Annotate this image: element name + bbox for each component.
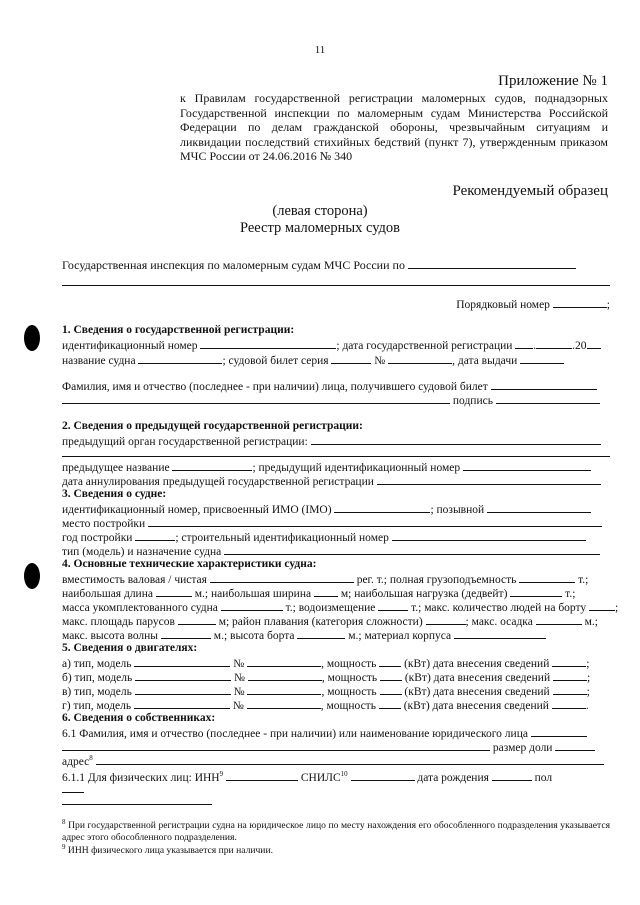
- ticket-series-field[interactable]: [331, 353, 371, 364]
- birth-field[interactable]: [492, 770, 532, 781]
- engine-no-label: №: [233, 658, 245, 670]
- share-field[interactable]: [555, 740, 595, 751]
- type-field[interactable]: [224, 544, 600, 555]
- punch-hole: [24, 563, 40, 589]
- engine-label: а) тип, модель: [62, 658, 132, 670]
- reg-year-field[interactable]: [587, 338, 601, 349]
- power-label: , мощность: [321, 672, 378, 684]
- prev-body-field[interactable]: [311, 434, 601, 445]
- nav-area-field[interactable]: [426, 614, 466, 625]
- s2-row-3: [62, 474, 612, 488]
- s3-row-1: [62, 502, 612, 516]
- footnote-9: $^9$ ИНН физического лица указывается при наличии.: [62, 843, 273, 857]
- deadweight-full-field[interactable]: [519, 572, 575, 583]
- capacity-field[interactable]: [210, 572, 354, 583]
- power-field[interactable]: [380, 670, 402, 681]
- s2-row-2: [62, 460, 612, 474]
- imo-field[interactable]: [334, 502, 430, 513]
- displacement-label: т.; водоизмещение: [285, 602, 376, 614]
- sail-area-field[interactable]: [178, 614, 216, 625]
- person-field-2[interactable]: [62, 393, 450, 404]
- inspection-label: Государственная инспекция по маломерным судам МЧС России по: [62, 258, 405, 272]
- power-field[interactable]: [379, 698, 401, 709]
- snils-label: СНИЛС: [300, 772, 341, 784]
- birth-label: дата рождения: [417, 772, 489, 784]
- s4-row-3: масса укомплектованного судна т.; водоизмещение т.; макс. количество людей на борту ;: [62, 602, 619, 614]
- footnote-9-text: ИНН физического лица указывается при наличии.: [67, 845, 273, 857]
- build-place-label: место постройки: [62, 518, 146, 530]
- capacity-label: вместимость валовая / чистая: [62, 574, 207, 586]
- footnote-divider: [62, 804, 212, 805]
- ticket-no-field[interactable]: [388, 353, 452, 364]
- s6-title: 6. Сведения о собственниках:: [62, 712, 216, 724]
- engine-date-field[interactable]: [553, 670, 587, 681]
- t-unit: т.;: [565, 588, 576, 600]
- builder-id-label: ; строительный идентификационный номер: [175, 532, 389, 544]
- issue-date-field[interactable]: [520, 353, 564, 364]
- s3-title: 3. Сведения о судне:: [62, 488, 167, 500]
- inspection-line: [62, 258, 612, 273]
- page-number: 11: [314, 44, 326, 56]
- engine-model-field[interactable]: [134, 656, 230, 667]
- serial-number-field[interactable]: [553, 297, 607, 308]
- ticket-no-label: №: [374, 355, 386, 367]
- kw-label: (кВт) дата внесения сведений: [404, 686, 550, 698]
- max-length-field[interactable]: [156, 586, 192, 597]
- s2-title: 2. Сведения о предыдущей государственной регистрации:: [62, 420, 363, 432]
- kw-label: (кВт) дата внесения сведений: [404, 658, 550, 670]
- engine-row: [62, 698, 612, 712]
- max-length-label: наибольшая длина: [62, 588, 153, 600]
- inn-field[interactable]: [226, 770, 298, 781]
- appendix-description: к Правилам государственной регистрации маломерных судов, поднадзорных Государственной инспекции по маломерным судам Министерства Российской Федерации по делам гражданской обороны, чрезвычайным ситуациям и ликвидации последствий стихийных бедствий (пункт 7), утвержденным приказом МЧС России от 24.06.2016 № 340: [180, 91, 608, 164]
- engine-no-field[interactable]: [247, 656, 321, 667]
- engine-no-field[interactable]: [247, 684, 321, 695]
- signature-field[interactable]: [496, 393, 600, 404]
- s4-row-5: [62, 628, 612, 642]
- engine-no-field[interactable]: [248, 670, 322, 681]
- kw-label: (кВт) дата внесения сведений: [404, 672, 551, 684]
- wave-field[interactable]: [161, 628, 211, 639]
- mass-label: масса укомплектованного судна: [62, 602, 218, 614]
- board-height-field[interactable]: [297, 628, 345, 639]
- engine-no-label: №: [234, 672, 246, 684]
- hull-material-label: м.; материал корпуса: [348, 630, 452, 642]
- engine-label: в) тип, модель: [62, 686, 132, 698]
- engine-model-field[interactable]: [135, 670, 231, 681]
- max-people-label: т.; макс. количество людей на борту: [411, 602, 587, 614]
- annul-date-field[interactable]: [377, 474, 601, 485]
- engine-row: [62, 656, 612, 670]
- engine-label: г) тип, модель: [62, 700, 132, 712]
- imo-label: идентификационный номер, присвоенный ИМО (IMO): [62, 504, 332, 516]
- builder-id-field[interactable]: [392, 530, 586, 541]
- t-unit: т.;: [578, 574, 589, 586]
- punch-hole: [24, 325, 40, 351]
- address-label: адрес: [62, 756, 90, 768]
- owner-field[interactable]: [531, 726, 587, 737]
- sex-field[interactable]: [62, 782, 84, 793]
- signature-label: подпись: [452, 395, 493, 407]
- type-label: тип (модель) и назначение судна: [62, 546, 222, 558]
- year-prefix: .20: [572, 340, 587, 352]
- engine-row: [62, 670, 612, 684]
- serial-number-row: Порядковый номер ;: [456, 299, 610, 311]
- reg-t-label: рег. т.; полная грузоподъемность: [356, 574, 517, 586]
- engine-label: б) тип, модель: [62, 672, 133, 684]
- sail-area-label: макс. площадь парусов: [62, 616, 175, 628]
- power-label: , мощность: [321, 658, 377, 670]
- power-label: , мощность: [321, 686, 377, 698]
- s3-row-2: [62, 516, 612, 530]
- s1-row-2: [62, 353, 612, 367]
- s1-row-1: идентификационный номер ; дата государственной регистрации . .20: [62, 338, 612, 352]
- row-end: .: [585, 700, 589, 712]
- inspection-field[interactable]: [408, 258, 576, 269]
- engine-model-field[interactable]: [135, 684, 231, 695]
- owner-field-2[interactable]: [62, 740, 490, 751]
- engine-date-field[interactable]: [553, 684, 587, 695]
- callsign-field[interactable]: [487, 502, 591, 513]
- draft-field[interactable]: [536, 614, 582, 625]
- wave-label: макс. высота волны: [62, 630, 159, 642]
- engine-model-field[interactable]: [134, 698, 230, 709]
- s2-row-1: [62, 434, 612, 448]
- s3-row-4: [62, 544, 612, 558]
- owner-label: 6.1 Фамилия, имя и отчество (последнее - при наличии) или наименование юридического лица: [62, 728, 528, 740]
- engine-no-label: №: [232, 700, 244, 712]
- issue-date-label: , дата выдачи: [452, 355, 518, 367]
- build-year-field[interactable]: [135, 530, 175, 541]
- engine-date-field[interactable]: [552, 656, 586, 667]
- engine-no-field[interactable]: [247, 698, 321, 709]
- prev-name-label: предыдущее название: [62, 462, 170, 474]
- build-place-field[interactable]: [148, 516, 602, 527]
- s6-row-4: 6.1.1 Для физических лиц: ИНН$^9$ СНИЛС$^{10}$ дата рождения пол: [62, 770, 553, 784]
- max-load-label: м; наибольшая нагрузка (дедвейт): [340, 588, 508, 600]
- id-number-label: идентификационный номер: [62, 340, 198, 352]
- hull-material-field[interactable]: [454, 628, 546, 639]
- row-end: ;: [586, 686, 590, 698]
- vessel-name-label: название судна: [62, 355, 136, 367]
- s1-row-4: [62, 393, 612, 407]
- footnote-8: $^8$ При государственной регистрации судна на юридическое лицо по месту нахождения его обособленного подразделения указывается адрес этого обособленного подразделения.: [62, 818, 610, 844]
- draft-label: ; макс. осадка: [465, 616, 533, 628]
- callsign-label: ; позывной: [430, 504, 485, 516]
- s4-row-2: [62, 586, 612, 600]
- sex-label: пол: [534, 772, 553, 784]
- prev-body-line-2[interactable]: [62, 456, 610, 457]
- prev-id-field[interactable]: [463, 460, 591, 471]
- s5-title: 5. Сведения о двигателях:: [62, 642, 198, 654]
- person-label: Фамилия, имя и отчество (последнее - при наличии) лица, получившего судовой билет: [62, 381, 488, 393]
- reg-month-field[interactable]: [536, 338, 572, 349]
- displacement-field[interactable]: [378, 600, 408, 611]
- s4-row-4: [62, 614, 612, 628]
- prev-id-label: ; предыдущий идентификационный номер: [252, 462, 461, 474]
- footnote-8-text: При государственной регистрации судна на юридическое лицо по месту нахождения его обособленного подразделения указывается адрес этого обособленного подразделения.: [62, 820, 610, 844]
- mass-field[interactable]: [221, 600, 283, 611]
- s4-title: 4. Основные технические характеристики судна:: [62, 558, 317, 570]
- m-unit: м.;: [584, 616, 598, 628]
- power-label: , мощность: [320, 700, 376, 712]
- sample-label: Рекомендуемый образец: [452, 183, 608, 199]
- share-label: размер доли: [492, 742, 553, 754]
- max-width-field[interactable]: [314, 586, 338, 597]
- id-number-field[interactable]: [200, 338, 336, 349]
- s6-row-2: [62, 740, 612, 754]
- max-load-field[interactable]: [510, 586, 562, 597]
- register-title: Реестр маломерных судов: [239, 220, 401, 236]
- inspection-line-2[interactable]: [62, 285, 610, 286]
- engine-date-field[interactable]: [552, 698, 586, 709]
- ticket-series-label: ; судовой билет серия: [222, 355, 329, 367]
- s6-row-1: [62, 726, 612, 740]
- row-end: ;: [586, 672, 591, 684]
- s1-row-3: [62, 379, 612, 393]
- reg-date-label: ; дата государственной регистрации: [336, 340, 513, 352]
- s1-title: 1. Сведения о государственной регистрации:: [62, 324, 295, 336]
- build-year-label: год постройки: [62, 532, 133, 544]
- appendix-title: Приложение № 1: [498, 73, 608, 89]
- power-field[interactable]: [380, 684, 402, 695]
- serial-number-label: Порядковый номер: [456, 299, 550, 311]
- s3-row-3: [62, 530, 612, 544]
- nav-area-label: м; район плавания (категория сложности): [218, 616, 423, 628]
- engine-no-label: №: [233, 686, 245, 698]
- kw-label: (кВт) дата внесения сведений: [403, 700, 549, 712]
- reg-day-field[interactable]: [515, 338, 533, 349]
- max-width-label: м.; наибольшая ширина: [194, 588, 312, 600]
- prev-body-label: предыдущий орган государственной регистрации:: [62, 436, 308, 448]
- s6-row-3: адрес$^8$: [62, 754, 612, 768]
- person-field[interactable]: [491, 379, 597, 390]
- snils-field[interactable]: [351, 770, 415, 781]
- engine-row: [62, 684, 612, 698]
- power-field[interactable]: [379, 656, 401, 667]
- s6-row-5: [62, 782, 612, 796]
- address-field[interactable]: [96, 754, 604, 765]
- board-height-label: м.; высота борта: [213, 630, 295, 642]
- s4-row-1: [62, 572, 612, 586]
- side-label: (левая сторона): [272, 203, 368, 219]
- row-end: ;: [586, 658, 590, 670]
- prev-name-field[interactable]: [172, 460, 252, 471]
- inn-label: 6.1.1 Для физических лиц: ИНН: [62, 772, 220, 784]
- annul-date-label: дата аннулирования предыдущей государственной регистрации: [62, 476, 374, 488]
- max-people-field[interactable]: [589, 600, 615, 611]
- vessel-name-field[interactable]: [138, 353, 222, 364]
